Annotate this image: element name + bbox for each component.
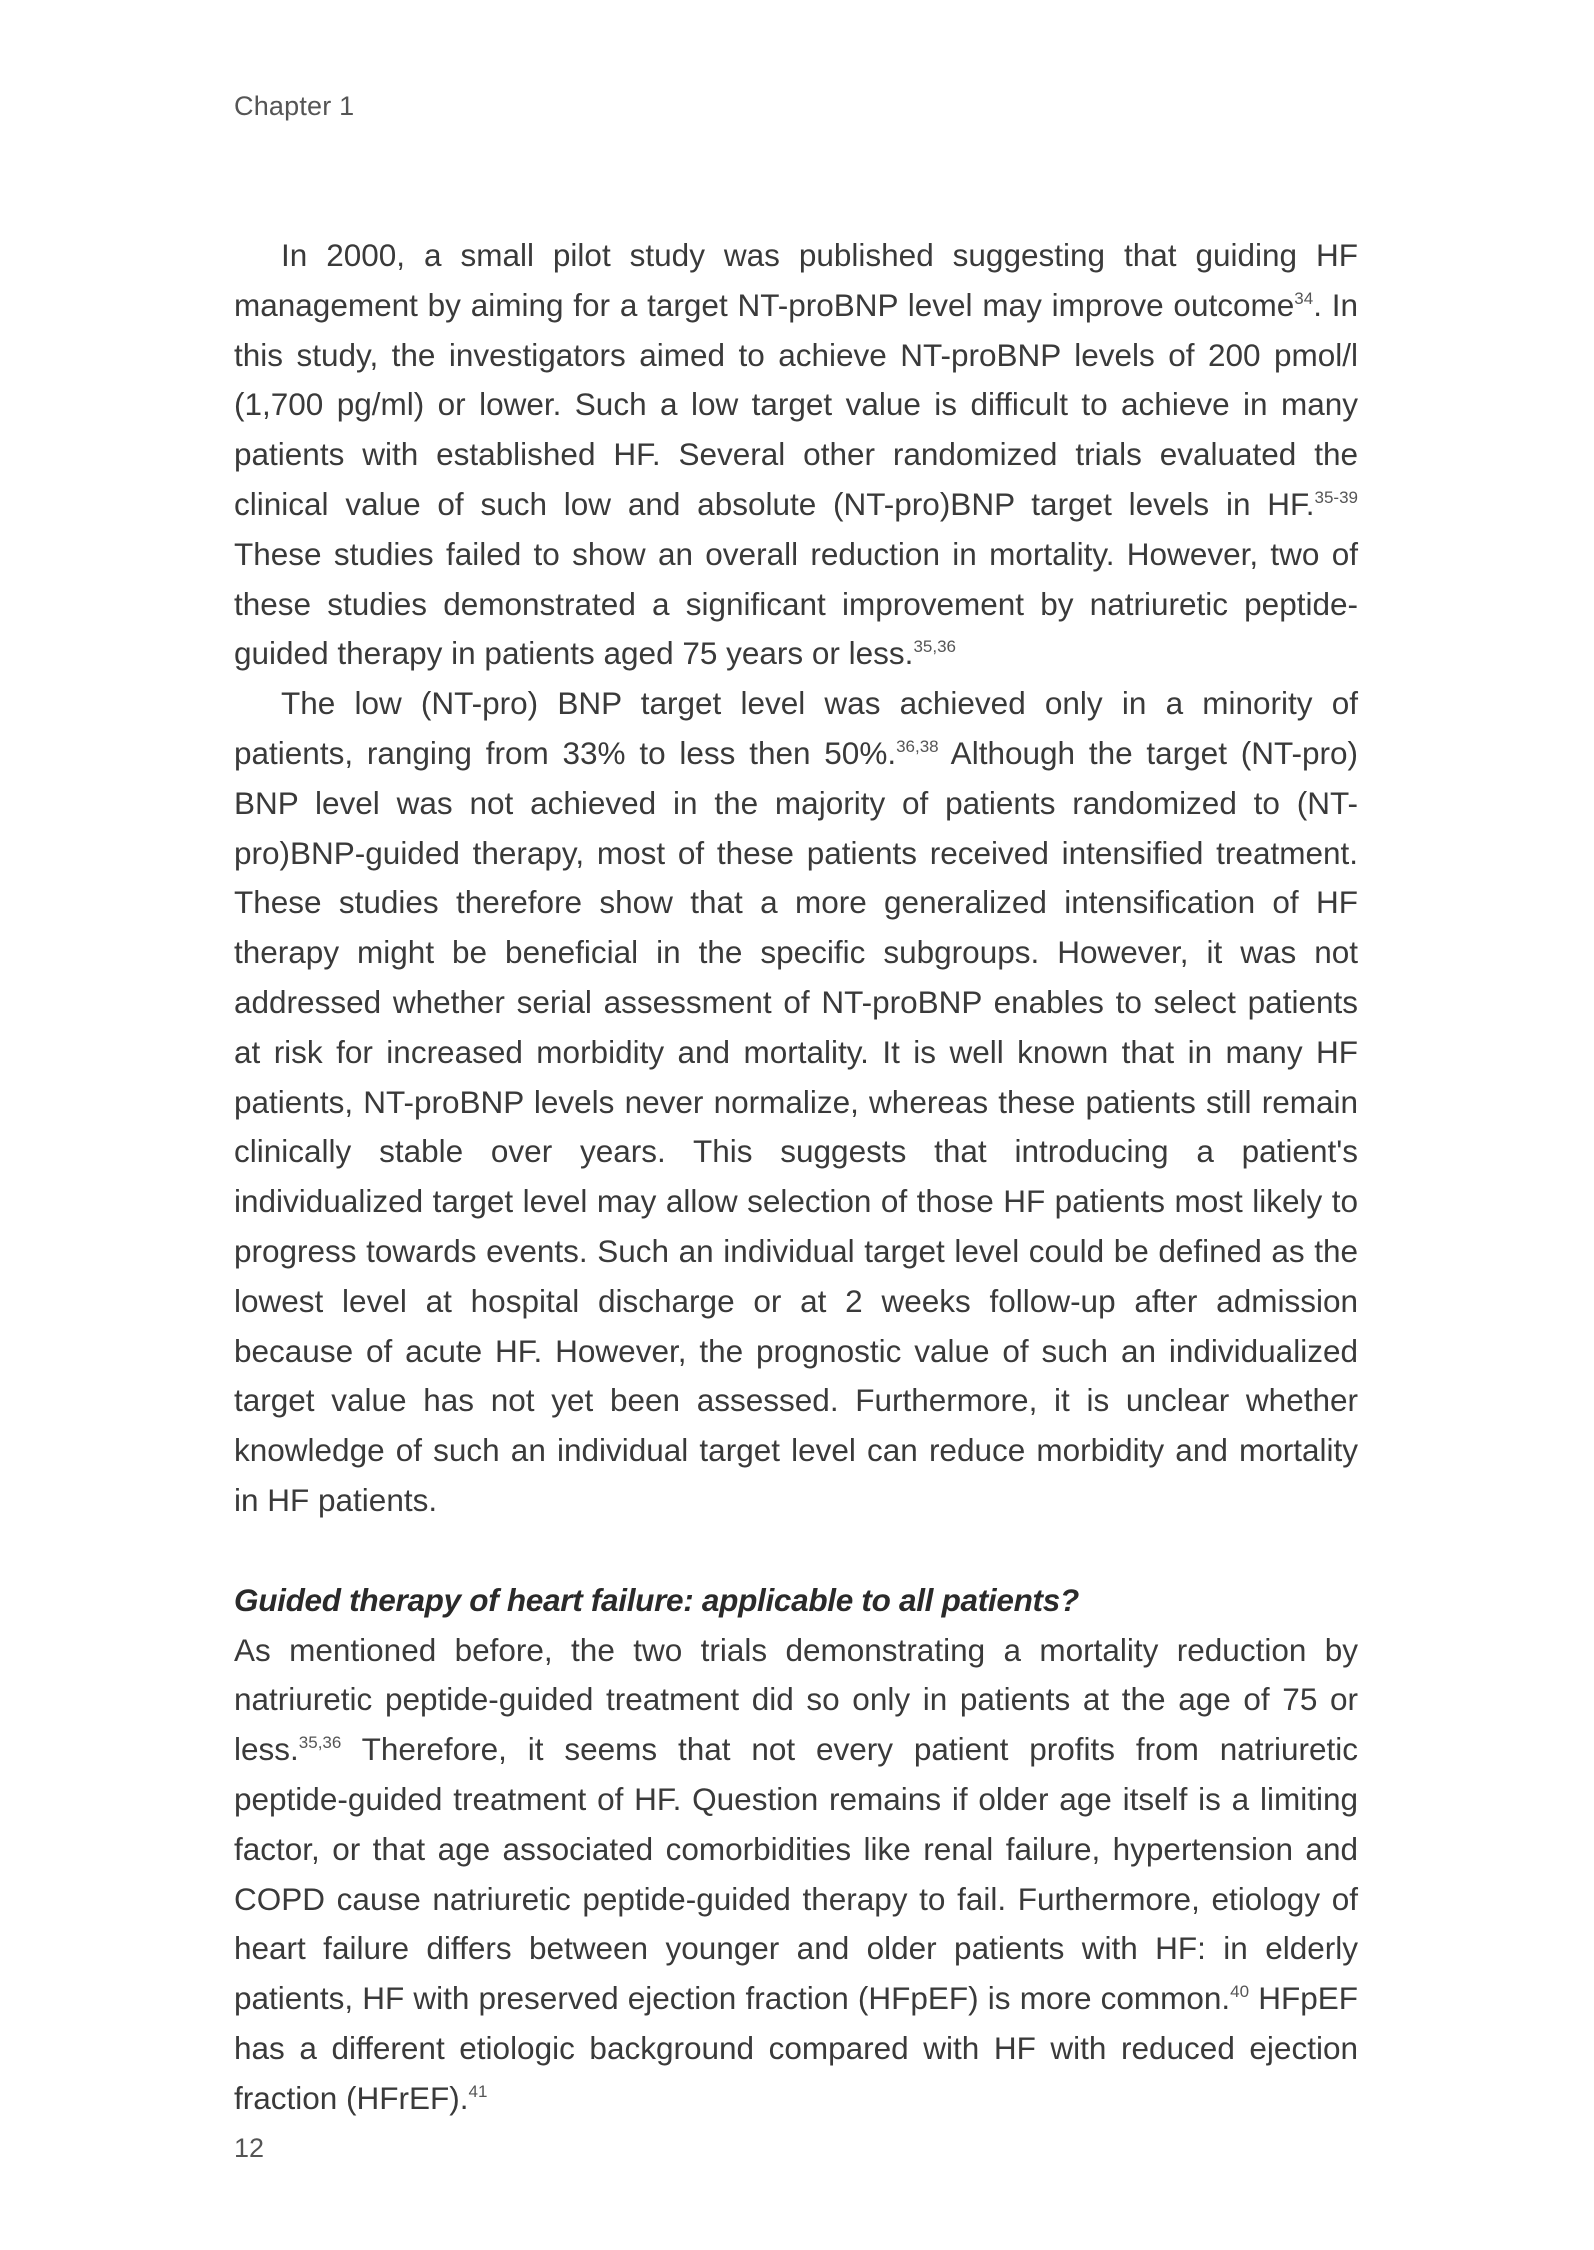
paragraph-text: HFpEF has a different etiologic background compared with HF with reduced ejection fraction (HFrEF). — [234, 1980, 1359, 2116]
paragraph-pilot-study — [234, 231, 1358, 679]
citation-superscript: 34 — [1294, 288, 1314, 308]
paragraph-text: . In this study, the investigators aimed to achieve NT-proBNP levels of 200 pmol/l (1,700 pg/ml) or lower. Such a low target value is difficult to achieve in many patients with established HF. Several other randomized trials evaluated the clinical value of such low and absolute (NT-pro)BNP target levels in HF. — [234, 286, 1358, 522]
citation-superscript: 36,38 — [896, 736, 939, 756]
paragraph-age-factor — [234, 1626, 1358, 2124]
paragraph-text: Therefore, it seems that not every patient profits from natriuretic peptide-guided treatment of HF. Question remains if older age itself is a limiting factor, or that age associated comorbidities like renal failure, hypertension and COPD cause natriuretic peptide-guided therapy to fail. Furthermore, etiology of heart failure differs between younger and older patients with HF: in elderly patients, HF with preserved ejection fraction (HFpEF) is more common. — [234, 1731, 1358, 2017]
page-number: 12 — [234, 2133, 265, 2163]
section-heading: Guided therapy of heart failure: applicable to all patients? — [234, 1581, 1079, 1618]
citation-superscript: 40 — [1230, 1982, 1250, 2002]
citation-superscript: 41 — [468, 2081, 488, 2101]
paragraph-text: Although the target (NT-pro) BNP level was not achieved in the majority of patients randomized to (NT-pro)BNP-guided therapy, most of these patients received intensified treatment. These studies therefore show that a more generalized intensification of HF therapy might be beneficial in the specific subgroups. However, it was not addressed whether serial assessment of NT-proBNP enables to select patients at risk for increased morbidity and mortality. It is well known that in many HF patients, NT-proBNP levels never normalize, whereas these patients still remain clinically stable over years. This suggests that introducing a patient's individualized target level may allow selection of those HF patients most likely to progress towards events. Such an individual target level could be defined as the lowest level at hospital discharge or at 2 weeks follow-up after admission because of acute HF. However, the prognostic value of such an individualized target value has not yet been assessed. Furthermore, it is unclear whether knowledge of such an individual target level can reduce morbidity and mortality in HF patients. — [234, 734, 1358, 1518]
paragraph-text: These studies failed to show an overall reduction in mortality. However, two of these studies demonstrated a significant improvement by natriuretic peptide-guided therapy in patients aged 75 years or less. — [234, 535, 1358, 672]
citation-superscript: 35-39 — [1314, 487, 1358, 507]
paragraph-text: As mentioned before, the two trials demonstrating a mortality reduction by natriuretic peptide-guided treatment did so only in patients at the age of 75 or less. — [234, 1631, 1358, 1768]
body-text — [234, 231, 1358, 2123]
paragraph-text: In 2000, a small pilot study was published suggesting that guiding HF management by aiming for a target NT-proBNP level may improve outcome — [234, 237, 1358, 323]
citation-superscript: 35,36 — [298, 1733, 342, 1753]
paragraph-target-level — [234, 679, 1358, 1526]
paragraph-text: The low (NT-pro) BNP target level was achieved only in a minority of patients, ranging from 33% to less then 50%. — [234, 685, 1358, 771]
running-head: Chapter 1 — [234, 91, 355, 121]
citation-superscript: 35,36 — [913, 637, 956, 657]
section-spacer — [234, 1526, 1358, 1576]
